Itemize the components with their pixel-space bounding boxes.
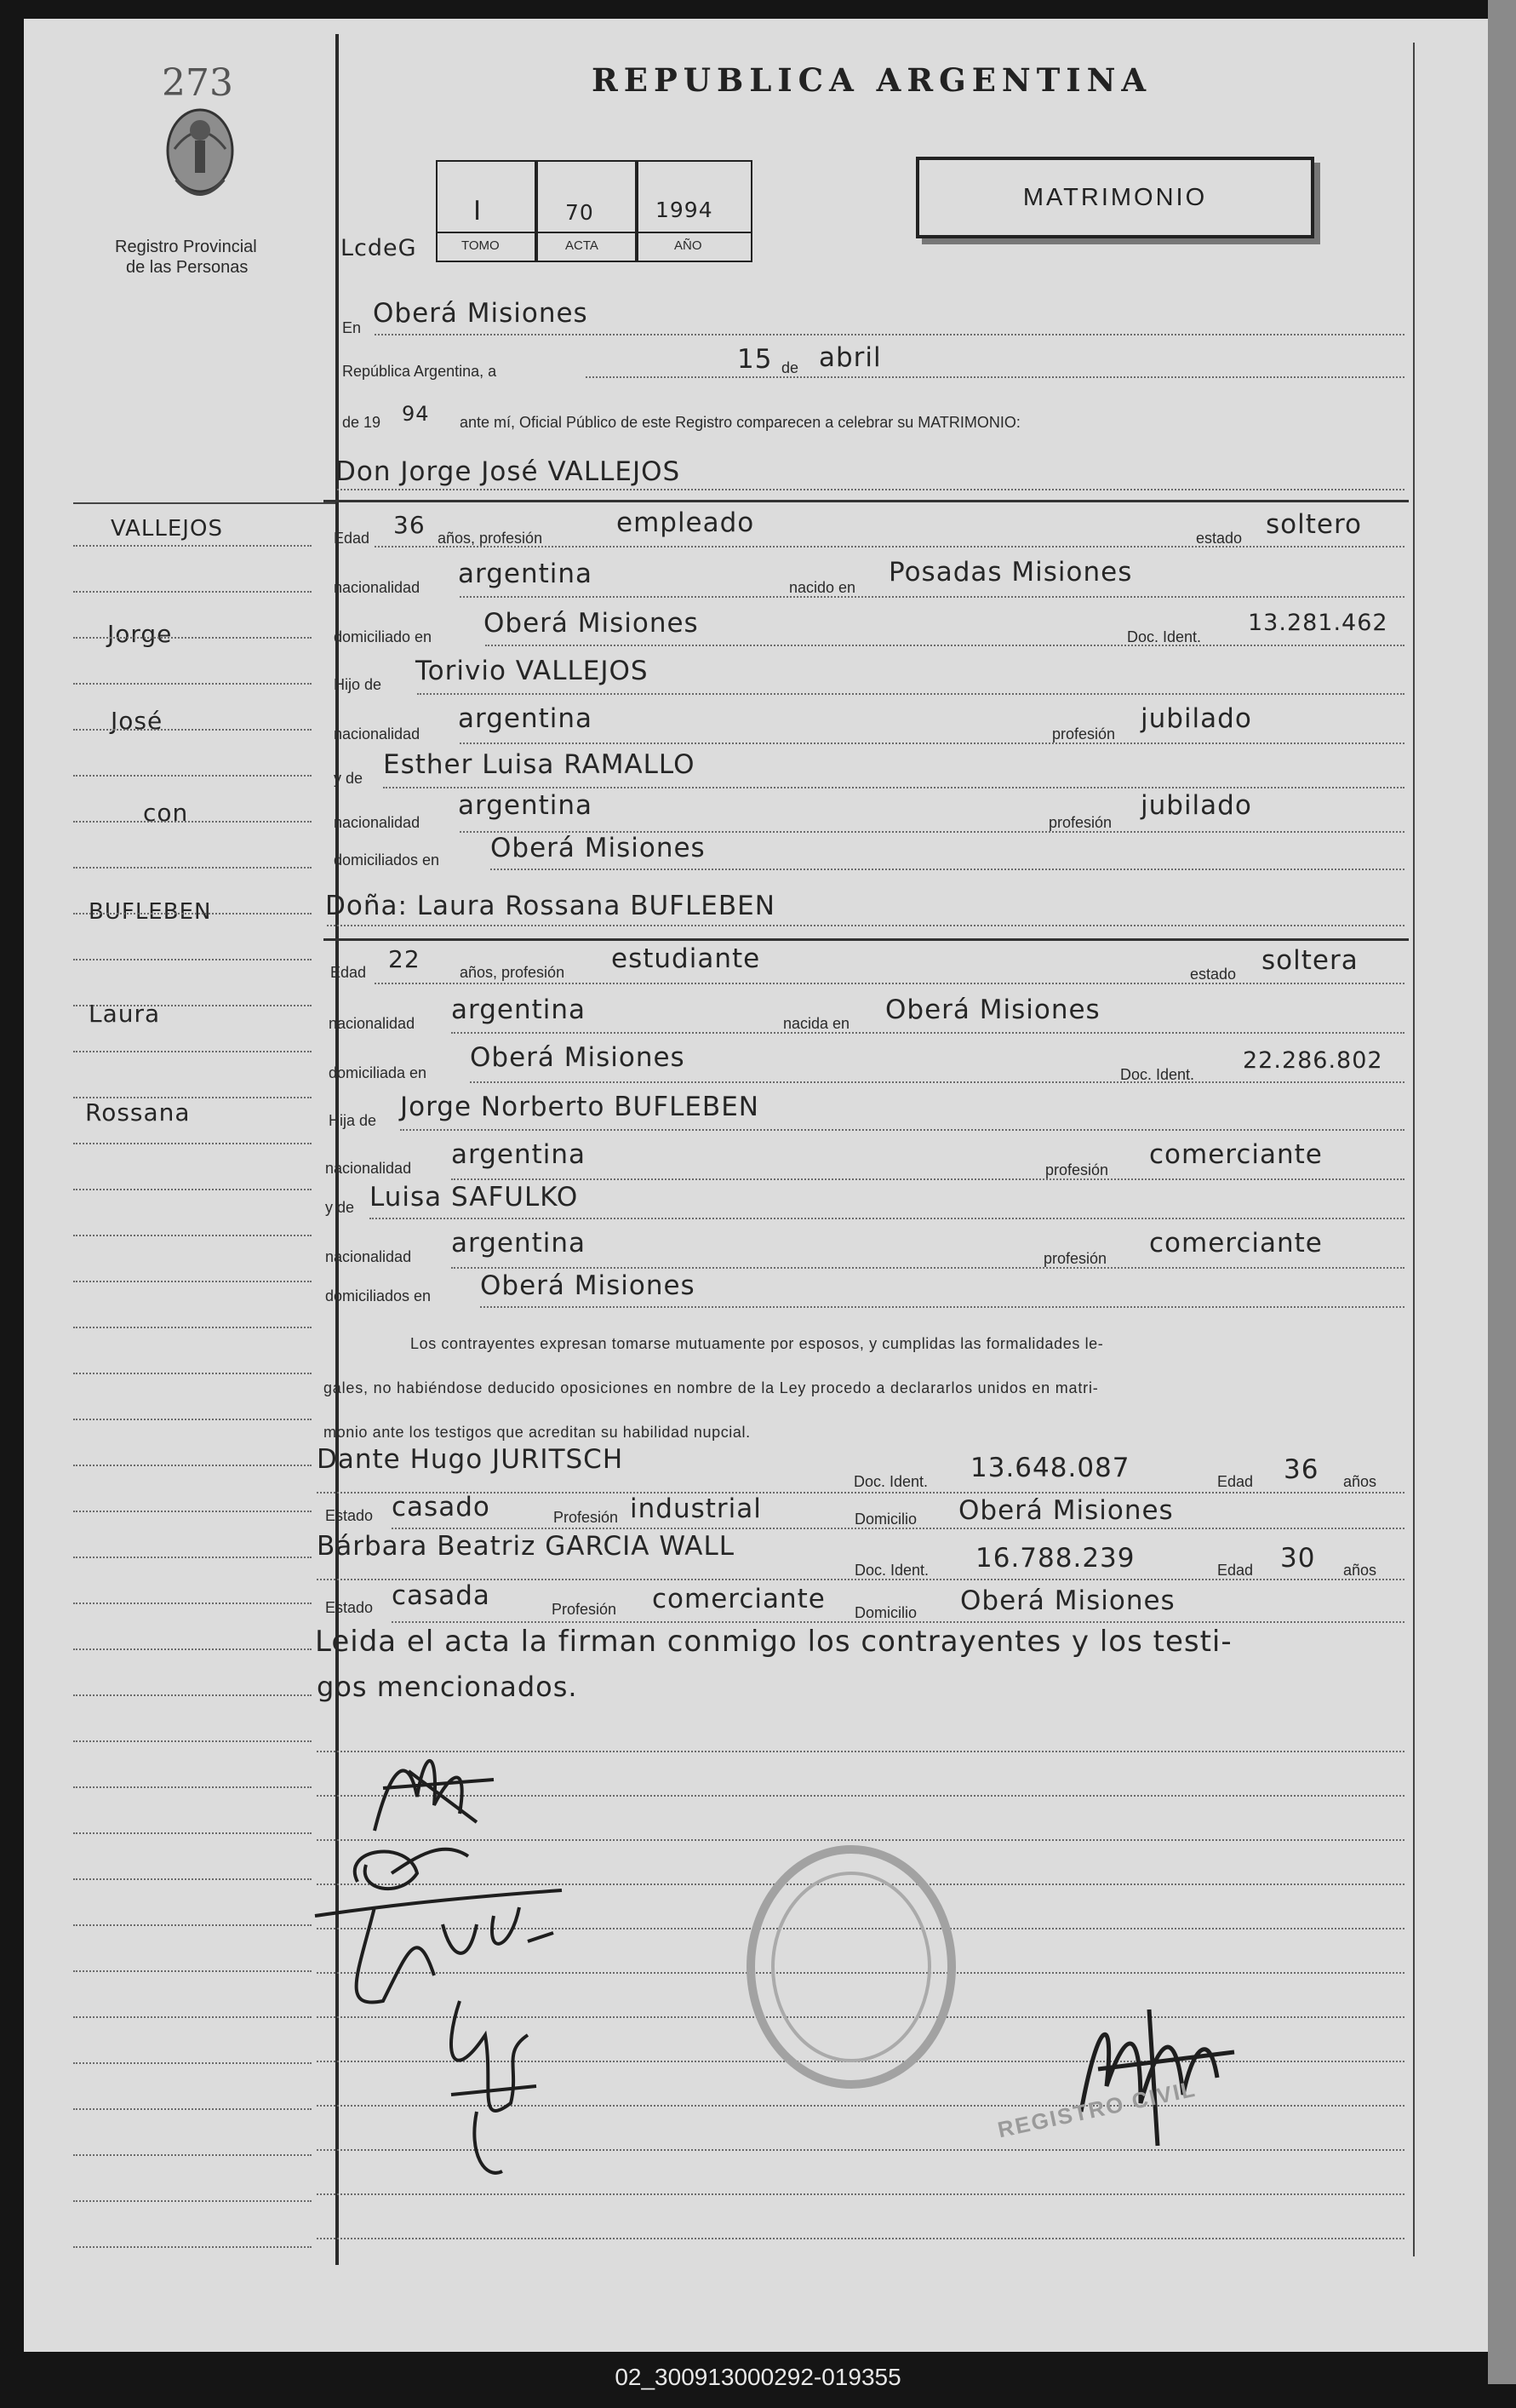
margin-rule: [73, 1281, 312, 1282]
bride-mother-prof: comerciante: [1149, 1228, 1323, 1258]
groom-parents-dom-label: domiciliados en: [334, 851, 440, 869]
margin-rule: [73, 1419, 312, 1420]
margin-rule: [73, 913, 312, 914]
groom-yde-label: y de: [334, 770, 363, 787]
margin-rule: [73, 959, 312, 960]
body-text-line2: gales, no habiéndose deducido oposiciones en nombre de la Ley procedo a declararlos unidos en matri-: [323, 1379, 1099, 1396]
registry-prefix: LcdeG: [340, 235, 417, 261]
groom-edad-label: Edad: [334, 530, 370, 547]
groom-doc-label: Doc. Ident.: [1127, 628, 1202, 645]
margin-surname-groom: VALLEJOS: [111, 516, 223, 542]
margin-rule: [73, 1694, 312, 1696]
groom-dom-label: domiciliado en: [334, 628, 432, 645]
groom-domicile: Oberá Misiones: [483, 608, 699, 639]
footer-id: 02_300913000292-019355: [615, 2364, 901, 2390]
margin-second-groom: José: [111, 707, 163, 735]
witness1-domicile: Oberá Misiones: [958, 1495, 1174, 1526]
groom-name: Don Jorge José VALLEJOS: [335, 456, 681, 487]
bride-name: Doña: Laura Rossana BUFLEBEN: [325, 891, 775, 921]
signature-rule: [317, 2193, 1404, 2195]
bride-doc-label: Doc. Ident.: [1120, 1066, 1195, 1083]
bride-prof-label: años, profesión: [460, 964, 565, 981]
margin-rule: [73, 1557, 312, 1558]
groom-father-nat: argentina: [458, 703, 593, 734]
official-stamp: [736, 1839, 966, 2099]
year-suffix: 94: [402, 402, 430, 426]
margin-rule: [73, 867, 312, 869]
bride-father-prof-label: profesión: [1045, 1161, 1109, 1178]
bride-profession: estudiante: [611, 943, 761, 974]
groom-nacido-label: nacido en: [789, 579, 856, 596]
margin-rule: [73, 1097, 312, 1098]
bride-mother-nat-label: nacionalidad: [325, 1248, 412, 1265]
republica-label: República Argentina, a: [342, 363, 497, 380]
margin-surname-bride: BUFLEBEN: [89, 899, 212, 925]
year-prefix: de 19: [342, 414, 381, 431]
witness1-anos-label: años: [1343, 1473, 1377, 1490]
margin-rule: [73, 637, 312, 639]
intro-place: Oberá Misiones: [373, 298, 588, 329]
groom-nac-label: nacionalidad: [334, 579, 420, 596]
bride-nacida-label: nacida en: [783, 1015, 850, 1032]
binding-edge: [1488, 0, 1516, 2384]
witness1-dom-label: Domicilio: [855, 1511, 918, 1528]
acta-value: 70: [565, 200, 594, 225]
groom-father-nat-label: nacionalidad: [334, 725, 420, 742]
closing-line2: gos mencionados.: [317, 1671, 578, 1703]
groom-estado: soltero: [1266, 509, 1362, 540]
margin-rule: [73, 1740, 312, 1742]
stamp-text: REGISTRO CIVIL: [995, 2075, 1198, 2143]
bride-estado-label: estado: [1190, 966, 1237, 983]
coat-of-arms: [157, 98, 243, 221]
margin-rule: [73, 545, 312, 547]
bride-domicile: Oberá Misiones: [470, 1042, 685, 1073]
intro-month: abril: [819, 342, 882, 373]
margin-rule: [73, 1235, 312, 1236]
country-title: REPUBLICA ARGENTINA: [592, 61, 1153, 99]
tomo-value: I: [473, 196, 483, 226]
margin-first-groom: Jorge: [107, 620, 173, 648]
groom-mother-prof: jubilado: [1141, 790, 1252, 821]
groom-mother-nat-label: nacionalidad: [334, 814, 420, 831]
groom-father-prof: jubilado: [1141, 703, 1252, 734]
margin-con: con: [143, 799, 189, 827]
bride-nationality: argentina: [451, 995, 586, 1025]
intro-day: 15: [737, 344, 773, 375]
witness1-profession: industrial: [630, 1494, 762, 1524]
groom-father: Torivio VALLEJOS: [415, 656, 649, 686]
ano-value: 1994: [655, 198, 713, 222]
groom-birthplace: Posadas Misiones: [889, 557, 1133, 588]
margin-rule: [73, 1878, 312, 1880]
margin-rule: [73, 775, 312, 777]
margin-rule: [73, 2062, 312, 2064]
groom-mother-prof-label: profesión: [1049, 814, 1113, 831]
signature-witness: [426, 1984, 562, 2193]
margin-rule: [73, 591, 312, 593]
groom-profession: empleado: [616, 507, 755, 538]
margin-rule: [73, 2200, 312, 2202]
margin-rule: [73, 1648, 312, 1650]
bride-hija-label: Hija de: [329, 1112, 377, 1129]
witness1-doc-label: Doc. Ident.: [854, 1473, 929, 1490]
intro-de-label: de: [781, 359, 799, 376]
margin-rule: [73, 1373, 312, 1374]
witness1-estado: casado: [392, 1492, 490, 1522]
margin-rule: [73, 1005, 312, 1006]
page-number: 273: [162, 61, 233, 105]
margin-rule: [73, 821, 312, 823]
bride-edad-label: Edad: [330, 964, 367, 981]
body-text-line3: monio ante los testigos que acreditan su habilidad nupcial.: [323, 1424, 751, 1441]
tomo-label: TOMO: [461, 238, 500, 253]
margin-rule: [73, 729, 312, 731]
bride-mother-prof-label: profesión: [1044, 1250, 1107, 1267]
witness1-name: Dante Hugo JURITSCH: [317, 1444, 624, 1475]
right-border: [1413, 43, 1415, 2256]
margin-rule: [73, 1465, 312, 1466]
groom-doc: 13.281.462: [1248, 610, 1388, 636]
margin-rule: [73, 1051, 312, 1052]
witness1-edad-label: Edad: [1217, 1473, 1254, 1490]
margin-rule: [73, 2108, 312, 2110]
bride-father-prof: comerciante: [1149, 1139, 1323, 1170]
margin-rule: [73, 2154, 312, 2156]
bride-birthplace: Oberá Misiones: [885, 995, 1101, 1025]
registry-name-line2: de las Personas: [126, 258, 249, 277]
margin-rule: [73, 1143, 312, 1144]
margin-rule: [73, 2246, 312, 2248]
bride-yde-label: y de: [325, 1199, 355, 1216]
groom-father-prof-label: profesión: [1052, 725, 1116, 742]
margin-second-bride: Rossana: [85, 1098, 191, 1127]
matrimonio-label: MATRIMONIO: [1022, 184, 1208, 211]
bride-nac-label: nacionalidad: [329, 1015, 415, 1032]
groom-hijo-label: Hijo de: [334, 676, 382, 693]
witness2-edad-label: Edad: [1217, 1562, 1254, 1579]
groom-nationality: argentina: [458, 559, 593, 589]
ano-label: AÑO: [674, 238, 702, 253]
witness1-estado-label: Estado: [325, 1507, 374, 1524]
en-label: En: [342, 319, 362, 336]
witness1-prof-label: Profesión: [553, 1509, 619, 1526]
witness2-profession: comerciante: [652, 1584, 826, 1614]
margin-rule: [73, 1832, 312, 1834]
witness2-estado-label: Estado: [325, 1599, 374, 1616]
matrimonio-box: [916, 157, 1314, 238]
bride-father-nat: argentina: [451, 1139, 586, 1170]
margin-rule: [73, 1924, 312, 1926]
margin-rule: [73, 1327, 312, 1328]
groom-mother: Esther Luisa RAMALLO: [383, 749, 695, 780]
bride-mother-nat: argentina: [451, 1228, 586, 1258]
bride-father: Jorge Norberto BUFLEBEN: [400, 1092, 759, 1122]
margin-rule: [73, 1189, 312, 1190]
signature-officer: [1064, 1984, 1251, 2159]
witness1-age: 36: [1284, 1454, 1319, 1485]
witness2-doc-label: Doc. Ident.: [855, 1562, 930, 1579]
groom-parents-dom: Oberá Misiones: [490, 833, 706, 863]
bride-age: 22: [388, 945, 420, 973]
bride-estado: soltera: [1261, 945, 1359, 976]
groom-prof-label: años, profesión: [438, 530, 543, 547]
margin-rule: [73, 1511, 312, 1512]
margin-rule: [73, 2016, 312, 2018]
groom-estado-label: estado: [1196, 530, 1243, 547]
witness2-domicile: Oberá Misiones: [960, 1585, 1176, 1616]
groom-mother-nat: argentina: [458, 790, 593, 821]
margin-rule: [73, 1602, 312, 1604]
registry-name: Registro Provincial: [115, 238, 257, 256]
witness1-doc: 13.648.087: [970, 1453, 1130, 1483]
margin-first-bride: Laura: [89, 1000, 161, 1028]
acta-label: ACTA: [565, 238, 598, 253]
witness2-anos-label: años: [1343, 1562, 1377, 1579]
witness2-name: Bárbara Beatriz GARCIA WALL: [317, 1531, 735, 1562]
margin-rule: [73, 683, 312, 685]
bride-parents-dom-label: domiciliados en: [325, 1287, 432, 1304]
witness2-estado: casada: [392, 1580, 490, 1611]
witness2-prof-label: Profesión: [552, 1601, 617, 1618]
witness2-doc: 16.788.239: [975, 1543, 1136, 1574]
closing-line1: Leida el acta la firman conmigo los contrayentes y los testi-: [315, 1625, 1233, 1659]
margin-rule: [73, 1970, 312, 1972]
bride-father-nat-label: nacionalidad: [325, 1160, 412, 1177]
witness2-dom-label: Domicilio: [855, 1604, 918, 1621]
witness2-age: 30: [1280, 1543, 1316, 1574]
margin-rule: [73, 1786, 312, 1788]
bride-dom-label: domiciliada en: [329, 1064, 427, 1081]
body-text-line1: Los contrayentes expresan tomarse mutuamente por esposos, y cumplidas las formalidades le-: [410, 1335, 1104, 1352]
signature-rule: [317, 2238, 1404, 2239]
bride-mother: Luisa SAFULKO: [369, 1182, 579, 1213]
groom-age: 36: [393, 511, 426, 539]
intro-statement: ante mí, Oficial Público de este Registro comparecen a celebrar su MATRIMONIO:: [460, 414, 1021, 431]
bride-parents-dom: Oberá Misiones: [480, 1270, 695, 1301]
bride-doc: 22.286.802: [1243, 1047, 1383, 1074]
